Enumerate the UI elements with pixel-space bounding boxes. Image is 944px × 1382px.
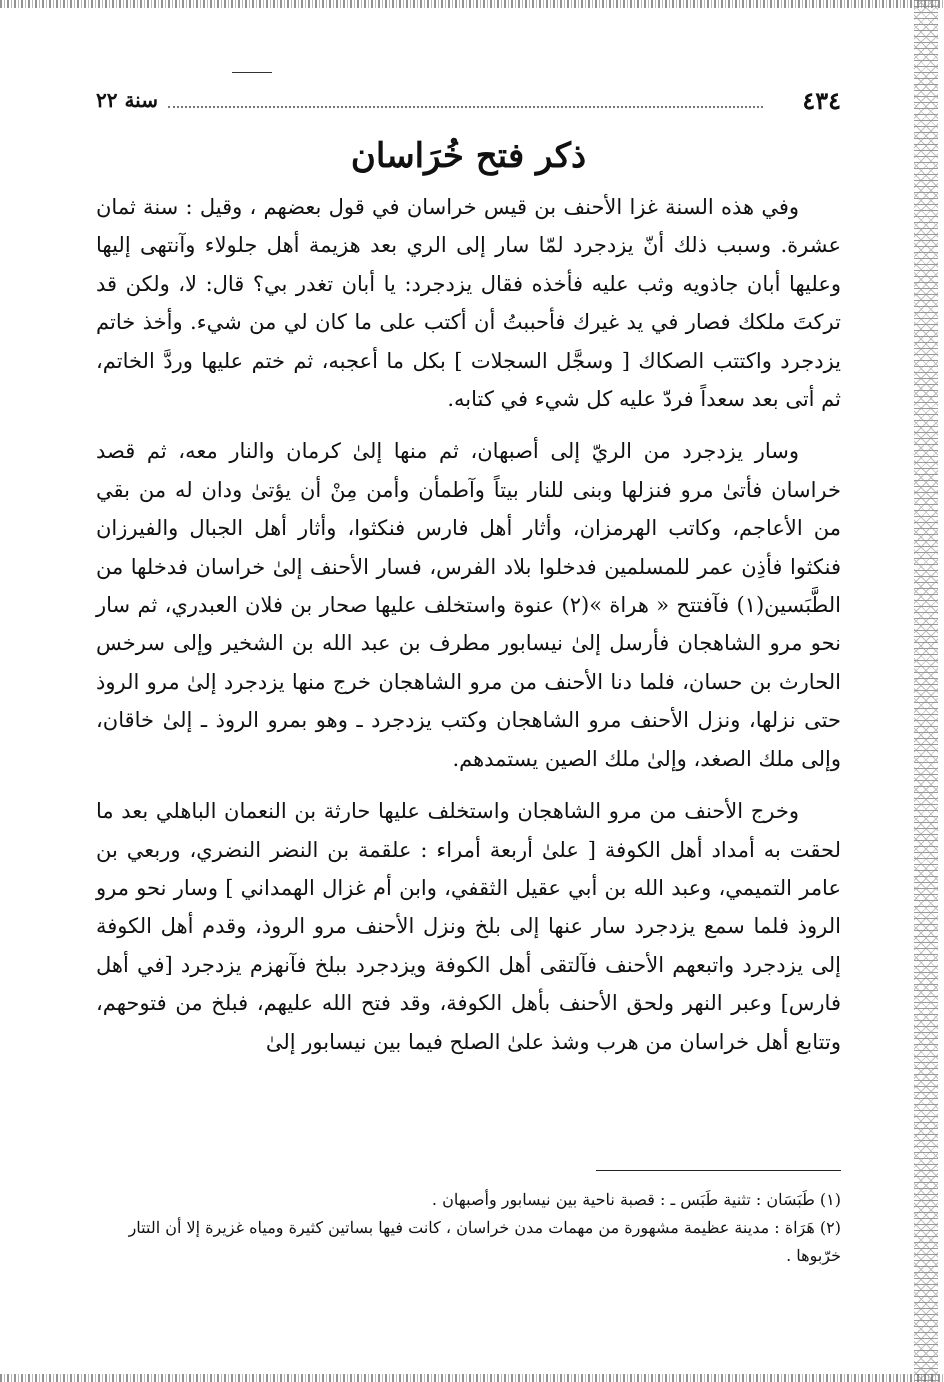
page-border-right <box>914 0 938 1382</box>
paragraph: وسار يزدجرد من الريّ إلى أصبهان، ثم منها إلىٰ كرمان والنار معه، ثم قصد خراسان فأتىٰ مرو فنزلها وبنى للنار بيتاً وآطمأن وأمن مِنْ أن يؤتىٰ ودان له من بقي من الأعاجم، وكاتب الهرمزان، وأثار أهل فارس فنكثوا، وأثار أهل الجبال والفيرزان فنكثوا فأذِن عمر للمسلمين فدخلوا بلاد الفرس، فسار الأحنف إلىٰ خراسان فدخلها من الطَّبَسين(١) فآفتتح « هراة »(٢) عنوة واستخلف عليها صحار بن فلان العبدري، ثم سار نحو مرو الشاهجان فأرسل إلىٰ نيسابور مطرف بن عبد الله بن الشخير وإلى سرخس الحارث بن حسان، فلما دنا الأحنف من مرو الشاهجان خرج منها يزدجرد إلىٰ مرو الروذ حتى نزلها، ونزل الأحنف مرو الشاهجان وكتب يزدجرد ـ وهو بمرو الروذ ـ إلىٰ خاقان، وإلى ملك الصغد، وإلىٰ ملك الصين يستمدهم. <box>96 439 842 771</box>
footnotes <box>96 1186 841 1270</box>
running-header <box>96 86 841 116</box>
year-label: سنة ٢٢ <box>96 88 158 112</box>
header-dotted-leader <box>168 106 763 108</box>
top-rule <box>232 72 272 73</box>
chapter-title: ذكر فتح خُرَاسان <box>350 136 587 176</box>
paragraph: وفي هذه السنة غزا الأحنف بن قيس خراسان في قول بعضهم ، وقيل : سنة ثمان عشرة. وسبب ذلك أنّ يزدجرد لمّا سار إلى الري بعد هزيمة أهل جلولاء وآنتهى إليها وعليها أبان جاذويه وثب عليه فأخذه فقال يزدجرد: يا أبان تغدر بي؟ قال: لا، ولكن قد تركتَ ملكك فصار في يد غيرك فأحببتُ أن أكتب على ما كان لي من شيء. وأخذ خاتم يزدجرد واكتتب الصكاك [ وسجَّل السجلات ] بكل ما أعجبه، ثم ختم عليها وردَّ الخاتم، ثم أتى بعد سعداً فردّ عليه كل شيء في كتابه. <box>96 195 841 412</box>
footnote: (٢) هَرَاة : مدينة عظيمة مشهورة من مهمات مدن خراسان ، كانت فيها بساتين كثيرة ومياه غزيرة إلا أن التتار خرّبوها . <box>128 1218 841 1265</box>
page-border-bottom <box>0 1374 944 1382</box>
footnote: (١) طَبَسَان : تثنية طَبَس ـ : قصبة ناحية بين نيسابور وأصبهان . <box>431 1190 841 1209</box>
page-border-top <box>0 0 944 8</box>
paragraph: وخرج الأحنف من مرو الشاهجان واستخلف عليها حارثة بن النعمان الباهلي بعد ما لحقت به أمداد أهل الكوفة [ علىٰ أربعة أمراء : علقمة بن النضر النضري، وربعي بن عامر التميمي، وعبد الله بن أبي عقيل الثقفي، وابن أم غزال الهمداني ] وسار نحو مرو الروذ فلما سمع يزدجرد سار عنها إلى بلخ ونزل الأحنف مرو الروذ، وقدم أهل الكوفة إلى يزدجرد واتبعهم الأحنف فآلتقى أهل الكوفة ويزدجرد ببلخ فآنهزم يزدجرد [في أهل فارس] وعبر النهر ولحق الأحنف بأهل الكوفة، وقد فتح الله عليهم، فبلخ من فتوحهم، وتتابع أهل خراسان من هرب وشذ علىٰ الصلح فيما بين نيسابور إلىٰ <box>96 799 841 1054</box>
footnote-separator <box>596 1170 841 1171</box>
main-text <box>96 188 841 1061</box>
page-number: ٤٣٤ <box>802 86 841 115</box>
